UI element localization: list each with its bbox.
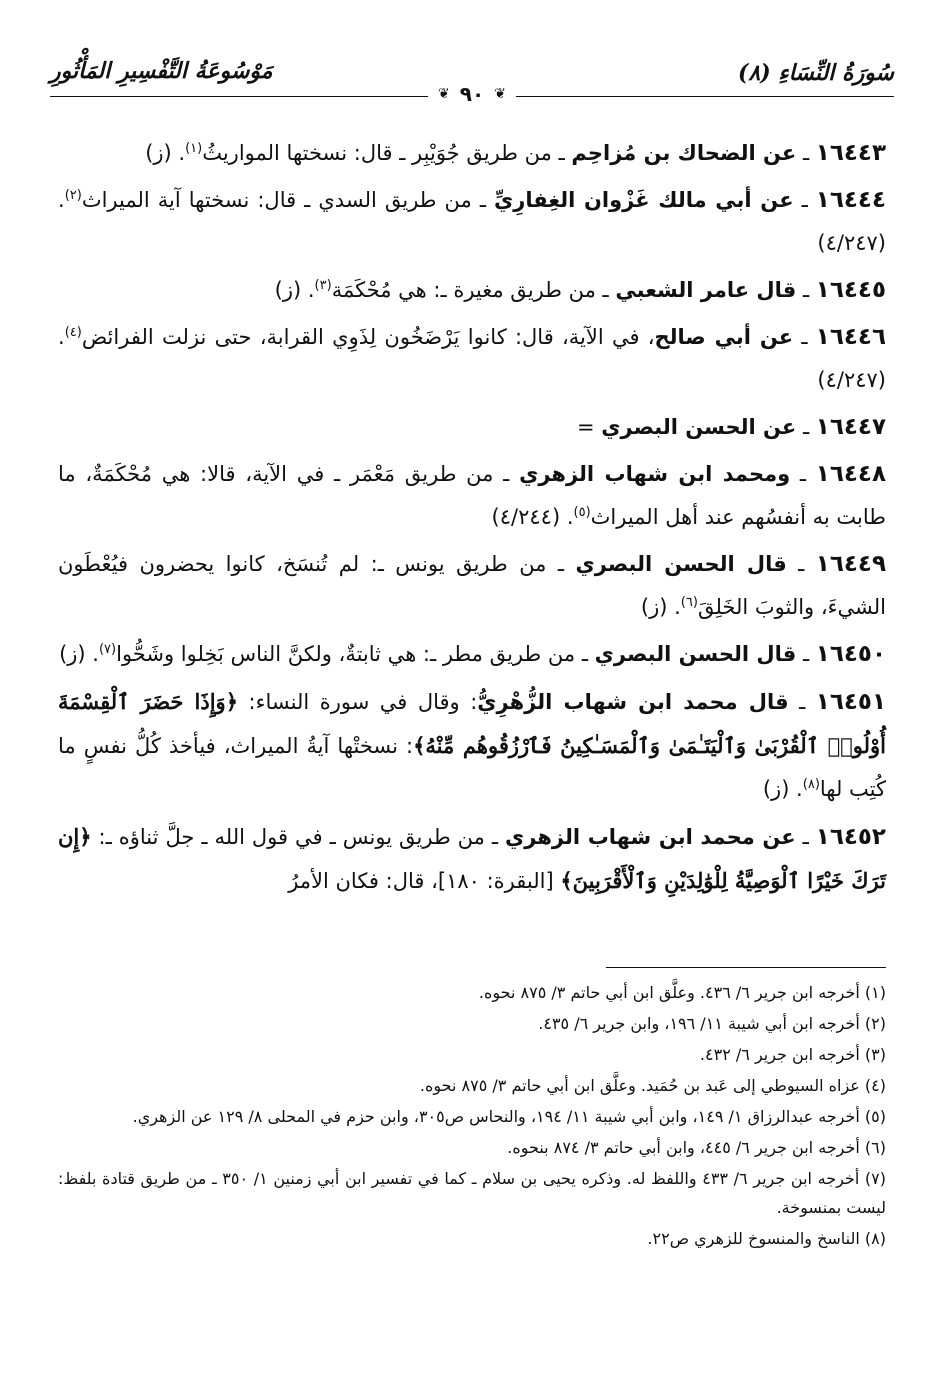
narration-entry [58,453,886,539]
book-title: مَوْسُوعَةُ التَّفْسِيرِ المَأْثُورِ [50,58,273,84]
narration-text: ـ من طريق جُوَيْبِر ـ قال: نسختها المواريثُ [202,141,572,165]
source-ref: . (ز) [145,141,186,165]
footnote-item: (٦) أخرجه ابن جرير ٦/ ٤٤٥، وابن أبي حاتم ٣/ ٨٧٤ بنحوه. [507,1138,886,1157]
narrator-name: قال الحسن البصري [594,642,797,666]
narration-text: ـ من طريق مغيرة ـ: هي مُحْكَمَة [331,278,616,302]
narration-number: ١٦٤٤٧ [815,414,886,440]
page-header [50,52,894,106]
footnotes [58,978,886,1255]
dash: ـ [786,552,816,576]
main-text [58,132,886,907]
narration-text: ـ من طريق مطر ـ: هي ثابتةٌ، ولكنَّ الناس بَخِلوا وشَحُّوا [116,642,595,666]
dash: ـ [796,642,816,666]
footnote-item: (٤) عزاه السيوطي إلى عَبد بن حُمَيد. وعلَّق ابن أبي حاتم ٣/ ٨٧٥ نحوه. [419,1076,886,1095]
dash: ـ [793,325,816,349]
source-ref: . (٤/٢٤٤) [491,505,574,529]
ornament-left-icon: ❦ [438,86,450,102]
dash: ـ [788,690,816,714]
narrator-name: قال محمد ابن شهاب الزُّهْرِيُّ [477,690,789,714]
footnote-ref[interactable]: (٢) [64,188,82,203]
dash: ـ [790,462,816,486]
narrator-name: قال عامر الشعبي [615,278,797,302]
narration-text: ـ من طريق مَعْمَر ـ في الآية، قالا: هي مُحْكَمَةٌ، ما طابت به أنفسُهم عند أهل الميراث [58,462,886,529]
narrator-name: قال الحسن البصري [575,552,787,576]
narration-number: ١٦٤٤٩ [815,551,886,577]
narration-entry [58,680,886,811]
narration-entry [58,406,886,449]
narration-entry [58,269,886,312]
dash: ـ [796,141,816,165]
narration-text-cont: [البقرة: ١٨٠]، قال: فكان الأمرُ [288,869,561,893]
dash: ـ [793,188,816,212]
narration-text: ، في الآية، قال: كانوا يَرْضَخُون لِذَوِي القرابة، حتى نزلت الفرائض [81,325,655,349]
dash: ـ [795,825,816,849]
surah-title: سُورَةُ النِّسَاءِ (٨) [737,60,894,86]
footnote-item: (٢) أخرجه ابن أبي شيبة ١١/ ١٩٦، وابن جرير ٦/ ٤٣٥. [538,1014,886,1033]
source-ref: . (ز) [762,777,803,801]
ornament-right-icon: ❦ [494,86,506,102]
footnote-separator [606,967,886,968]
narration-text: ـ من طريق يونس ـ: لم تُنسَخ، كانوا يحضرون فيُعْطَون الشيءَ، والثوبَ الخَلِقَ [58,552,886,619]
footnote-ref[interactable]: (٦) [680,595,698,610]
narration-entry [58,633,886,676]
source-ref: . (ز) [59,642,99,666]
narrator-name: ومحمد ابن شهاب الزهري [519,462,791,486]
narration-number: ١٦٤٤٦ [815,324,886,350]
narration-text: = [576,415,602,439]
narration-text-cont: : نسختْها آيةُ الميراث، فيأخذ كُلُّ نفسٍ ما كُتِب لها [58,734,886,801]
source-ref: . (ز) [274,278,315,302]
narration-number: ١٦٤٥٢ [815,824,886,850]
narration-number: ١٦٤٤٥ [815,277,886,303]
quran-verse: ﴿وَإِذَا حَضَرَ ٱلْقِسْمَةَ أُوْلُوا۟ ٱلْقُرْبَىٰ وَٱلْيَتَـٰمَىٰ وَٱلْمَسَـٰكِينُ فَٱرْزُقُوهُم مِّنْهُ﴾ [58,689,886,758]
narration-entry [58,316,886,402]
narration-number: ١٦٤٤٤ [815,187,886,213]
footnote-ref[interactable]: (٥) [573,505,591,520]
narration-entry [58,543,886,629]
narrator-name: عن الحسن البصري [601,415,797,439]
footnote-ref[interactable]: (٣) [314,278,332,293]
narration-number: ١٦٤٥٠ [815,641,886,667]
footnote-ref[interactable]: (٨) [802,777,820,792]
source-ref: . (٤/٢٤٧) [58,325,886,392]
source-ref: . (ز) [640,595,681,619]
narration-text: ـ من طريق السدي ـ قال: نسختها آية الميراث [81,188,495,212]
footnote-item: (٧) أخرجه ابن جرير ٦/ ٤٣٣ واللفظ له. وذكره يحيى بن سلام ـ كما في تفسير ابن أبي زمنين ١/ ٣٥٠ ـ من طريق قتادة بلفظ: ليست بمنسوخة. [58,1169,886,1217]
narration-entry [58,815,886,903]
narration-entry [58,132,886,175]
narrator-name: عن أبي صالح [654,325,794,349]
source-ref: . (٤/٢٤٧) [58,188,886,255]
narration-number: ١٦٤٤٨ [815,461,886,487]
footnote-item: (٨) الناسخ والمنسوخ للزهري ص٢٢. [647,1229,886,1248]
footnote-item: (٣) أخرجه ابن جرير ٦/ ٤٣٢. [699,1045,886,1064]
narration-text: ـ من طريق يونس ـ في قول الله ـ جلَّ ثناؤه ـ: [91,825,506,849]
page-number: ٩٠ [459,82,485,106]
narrator-name: عن الضحاك بن مُزاحِم [571,141,797,165]
page-number-box [428,82,516,106]
quran-verse: ﴿إِن تَرَكَ خَيْرًا ٱلْوَصِيَّةُ لِلْوَٰلِدَيْنِ وَٱلْأَقْرَبِينَ﴾ [58,824,886,893]
narrator-name: عن محمد ابن شهاب الزهري [505,825,796,849]
narrator-name: عن أبي مالك غَزْوان الغِفارِيِّ [494,188,794,212]
footnote-item: (٥) أخرجه عبدالرزاق ١/ ١٤٩، وابن أبي شيبة ١١/ ١٩٤، والنحاس ص٣٠٥، وابن حزم في المحلى ٨/ ١٢٩ عن الزهري. [132,1107,886,1126]
dash: ـ [796,415,816,439]
footnote-ref[interactable]: (١) [185,141,203,156]
narration-text: : وقال في سورة النساء: [238,690,478,714]
dash: ـ [796,278,816,302]
narration-number: ١٦٤٥١ [815,689,886,715]
narration-entry [58,179,886,265]
narration-number: ١٦٤٤٣ [815,140,886,166]
footnote-ref[interactable]: (٧) [98,642,117,657]
footnote-ref[interactable]: (٤) [64,325,82,340]
footnote-item: (١) أخرجه ابن جرير ٦/ ٤٣٦. وعلَّق ابن أبي حاتم ٣/ ٨٧٥ نحوه. [478,983,886,1002]
